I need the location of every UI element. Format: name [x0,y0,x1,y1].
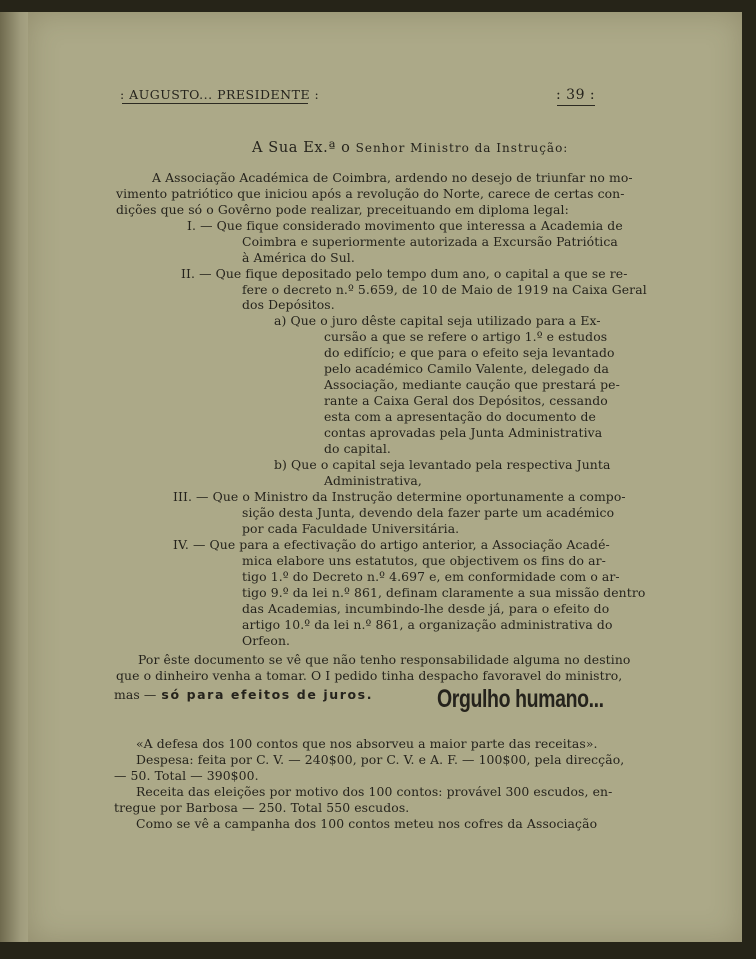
running-title-underline [122,103,308,104]
address-small-caps: Senhor Ministro da Instrução: [355,141,569,155]
sub-a-line: pelo académico Camilo Valente, delegado da [324,361,609,376]
item-iv-line: tigo 1.º do Decreto n.º 4.697 e, em conformidade com o ar- [242,569,620,584]
section-line: tregue por Barbosa — 250. Total 550 escudos. [114,800,410,815]
section-line: «A defesa dos 100 contos que nos absorveu a maior parte das receitas». [136,736,598,751]
item-iv-line: mica elabore uns estatutos, que objectivem os fins do ar- [242,553,606,568]
item-i-line: Coimbra e superiormente autorizada a Excursão Patriótica [242,234,618,249]
sub-a-line: esta com a apresentação do documento de [324,409,596,424]
section-line: — 50. Total — 390$00. [114,768,259,783]
item-ii-line: fere o decreto n.º 5.659, de 10 de Maio de 1919 na Caixa Geral [242,282,647,297]
item-iii-line: sição desta Junta, devendo dela fazer parte um académico [242,505,615,520]
letter-address [252,140,568,156]
intro-line: vimento patriótico que iniciou após a revolução do Norte, carece de certas con- [116,186,625,201]
section-heading: Orgulho humano... [437,685,604,713]
closing-bold-phrase: só para efeitos de juros. [161,687,374,702]
item-iv-line: tigo 9.º da lei n.º 861, definam claramente a sua missão dentro [242,585,646,600]
item-ii-line: dos Depósitos. [242,297,335,312]
item-iv-line: Orfeon. [242,633,291,648]
address-prefix: A Sua Ex.ª o [252,140,356,156]
running-title: : AUGUSTO... PRESIDENTE : [120,87,320,102]
intro-line: A Associação Académica de Coimbra, ardendo no desejo de triunfar no mo- [152,170,633,185]
intro-line: dições que só o Govêrno pode realizar, preceituando em diploma legal: [116,202,569,217]
sub-a-line: a) Que o juro dêste capital seja utilizado para a Ex- [274,313,601,328]
sub-b-line: Administrativa, [324,473,422,488]
sub-b-line: b) Que o capital seja levantado pela respectiva Junta [274,457,611,472]
closing-line: Por êste documento se vê que não tenho responsabilidade alguma no destino [138,652,631,667]
item-iv-line: IV. — Que para a efectivação do artigo anterior, a Associação Acadé- [173,537,610,552]
section-line: Como se vê a campanha dos 100 contos meteu nos cofres da Associação [136,816,598,831]
item-iv-line: das Academias, incumbindo-lhe desde já, para o efeito do [242,601,610,616]
closing-mas: mas — [114,687,157,702]
sub-a-line: cursão a que se refere o artigo 1.º e estudos [324,329,608,344]
section-line: Receita das eleições por motivo dos 100 contos: provável 300 escudos, en- [136,784,613,799]
sub-a-line: rante a Caixa Geral dos Depósitos, cessando [324,393,608,408]
page-number-underline [557,105,595,106]
sub-a-line: Associação, mediante caução que prestará pe- [324,377,620,392]
item-ii-line: II. — Que fique depositado pelo tempo dum ano, o capital a que se re- [181,266,628,281]
item-iv-line: artigo 10.º da lei n.º 861, a organização administrativa do [242,617,613,632]
item-i-line: I. — Que fique considerado movimento que interessa a Academia de [187,218,623,233]
page-number: : 39 : [556,87,596,103]
closing-line: que o dinheiro venha a tomar. O I pedido tinha despacho favoravel do ministro, [116,668,623,683]
sub-a-line: contas aprovadas pela Junta Administrativa [324,425,603,440]
section-line: Despesa: feita por C. V. — 240$00, por C. V. e A. F. — 100$00, pela direcção, [136,752,625,767]
sub-a-line: do capital. [324,441,391,456]
item-iii-line: III. — Que o Ministro da Instrução determine oportunamente a compo- [173,489,626,504]
item-i-line: à América do Sul. [242,250,355,265]
sub-a-line: do edifício; e que para o efeito seja levantado [324,345,615,360]
item-iii-line: por cada Faculdade Universitária. [242,521,460,536]
closing-last-line [114,684,373,703]
